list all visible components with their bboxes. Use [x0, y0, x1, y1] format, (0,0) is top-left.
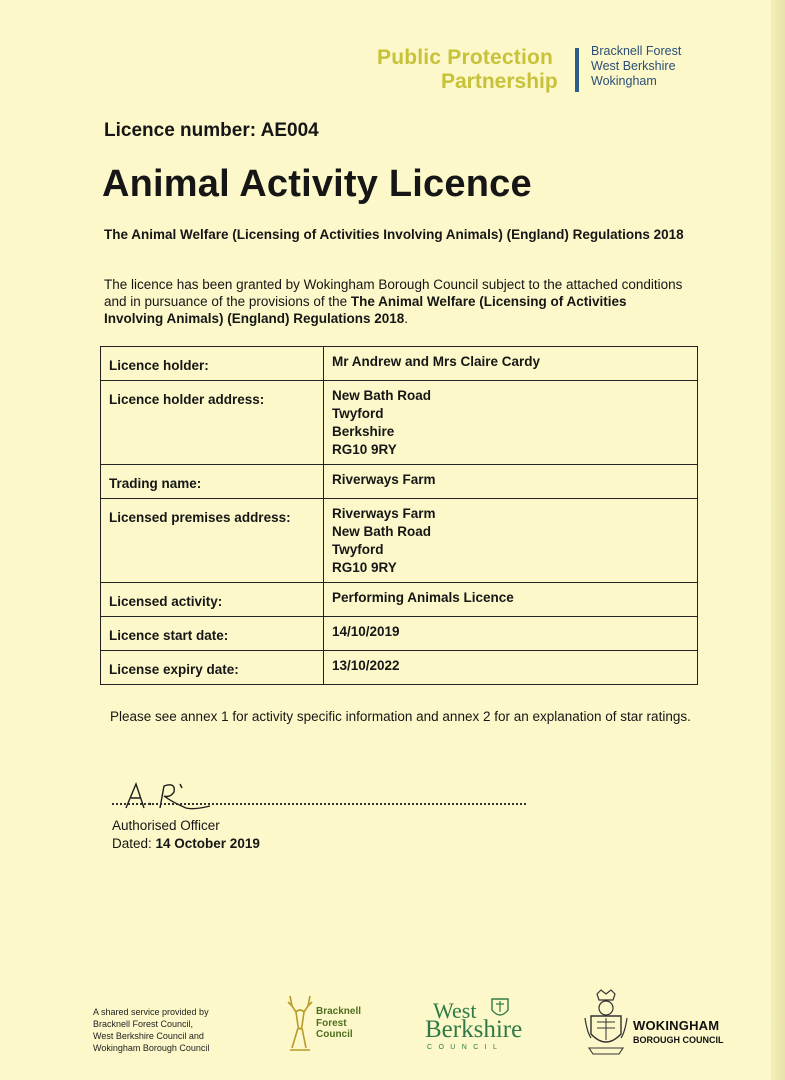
- details-label: Trading name:: [101, 465, 324, 499]
- signature-line: [112, 803, 526, 805]
- details-label: License expiry date:: [101, 651, 324, 685]
- details-value-line: Performing Animals Licence: [332, 590, 514, 605]
- bracknell-forest-logo: [280, 992, 370, 1067]
- details-label: Licence holder:: [101, 347, 324, 381]
- details-value-line: New Bath Road: [332, 524, 432, 539]
- details-value: [324, 651, 698, 685]
- details-value: [324, 499, 698, 583]
- licence-details-table: [100, 346, 698, 685]
- bracknell-forest-text: [316, 1006, 361, 1041]
- details-label: Licensed activity:: [101, 583, 324, 617]
- crest-icon: [489, 996, 511, 1022]
- partnership-divider: [575, 48, 579, 92]
- regulation-heading: The Animal Welfare (Licensing of Activities Involving Animals) (England) Regulations 2018: [104, 227, 684, 242]
- west-berkshire-line1: West: [433, 998, 477, 1023]
- details-row: [101, 347, 698, 381]
- bracknell-line: Bracknell: [316, 1006, 362, 1017]
- bracknell-line: Forest: [316, 1017, 347, 1029]
- licence-number: Licence number: AE004: [104, 120, 319, 141]
- intro-end: .: [404, 311, 409, 326]
- details-row: [101, 583, 698, 617]
- dated-label: Dated:: [112, 836, 156, 851]
- deer-icon: [280, 992, 320, 1062]
- authorised-officer-label: Authorised Officer: [112, 818, 220, 833]
- details-value: [324, 465, 698, 499]
- details-row: [101, 465, 698, 499]
- public-protection-partnership-logo: [375, 46, 705, 96]
- details-label: Licensed premises address:: [101, 499, 324, 583]
- shared-service-line: A shared service provided by: [93, 1007, 209, 1017]
- wokingham-sub: BOROUGH COUNCIL: [633, 1035, 724, 1045]
- dated-line: [112, 836, 260, 851]
- page-edge: [771, 0, 785, 1080]
- details-value-line: RG10 9RY: [332, 442, 397, 457]
- shared-service-note: [93, 1006, 209, 1054]
- details-value-line: New Bath Road: [332, 388, 432, 403]
- details-row: [101, 651, 698, 685]
- details-row: [101, 381, 698, 465]
- details-value-line: Riverways Farm: [332, 506, 436, 521]
- dated-value: 14 October 2019: [155, 836, 260, 851]
- details-value-line: Twyford: [332, 406, 384, 421]
- partnership-councils: [591, 44, 681, 89]
- west-berkshire-line3: COUNCIL: [427, 1044, 504, 1051]
- details-value-line: Riverways Farm: [332, 472, 436, 487]
- intro-text: The licence has been granted by Wokingham Borough Council subject to the attached conditions and in pursuance of the provisions of the: [104, 277, 683, 309]
- west-berkshire-logo: [423, 996, 538, 1066]
- intro-paragraph: [104, 276, 684, 327]
- details-value-line: Mr Andrew and Mrs Claire Cardy: [332, 354, 541, 369]
- details-value: [324, 583, 698, 617]
- details-value-line: Twyford: [332, 542, 384, 557]
- details-value-line: 13/10/2022: [332, 658, 400, 673]
- shared-service-line: West Berkshire Council and: [93, 1031, 204, 1041]
- details-value-line: 14/10/2019: [332, 624, 400, 639]
- bracknell-line: Council: [316, 1029, 353, 1040]
- details-value-line: RG10 9RY: [332, 560, 397, 575]
- details-label: Licence holder address:: [101, 381, 324, 465]
- details-value: [324, 381, 698, 465]
- partnership-line1: Public Protection: [377, 46, 554, 69]
- shared-service-line: Wokingham Borough Council: [93, 1043, 210, 1053]
- page-title: Animal Activity Licence: [102, 163, 532, 205]
- west-berkshire-line2: Berkshire: [425, 1016, 523, 1043]
- details-value: [324, 347, 698, 381]
- details-value-line: Berkshire: [332, 424, 395, 439]
- wokingham-logo: [583, 988, 733, 1060]
- wokingham-name: WOKINGHAM: [633, 1018, 720, 1033]
- annex-note: Please see annex 1 for activity specific information and annex 2 for an explanation of star ratings.: [110, 709, 691, 724]
- details-row: [101, 499, 698, 583]
- partnership-council: Bracknell Forest: [591, 44, 682, 58]
- partnership-council: Wokingham: [591, 74, 657, 88]
- partnership-council: West Berkshire: [591, 59, 676, 73]
- coat-of-arms-icon: [583, 988, 629, 1060]
- officer-signature: [120, 778, 220, 814]
- partnership-line2: Partnership: [441, 70, 558, 93]
- shared-service-line: Bracknell Forest Council,: [93, 1019, 194, 1029]
- details-value: [324, 617, 698, 651]
- details-label: Licence start date:: [101, 617, 324, 651]
- intro-regulation: The Animal Welfare (Licensing of Activities Involving Animals) (England) Regulations 2018: [104, 294, 627, 326]
- details-row: [101, 617, 698, 651]
